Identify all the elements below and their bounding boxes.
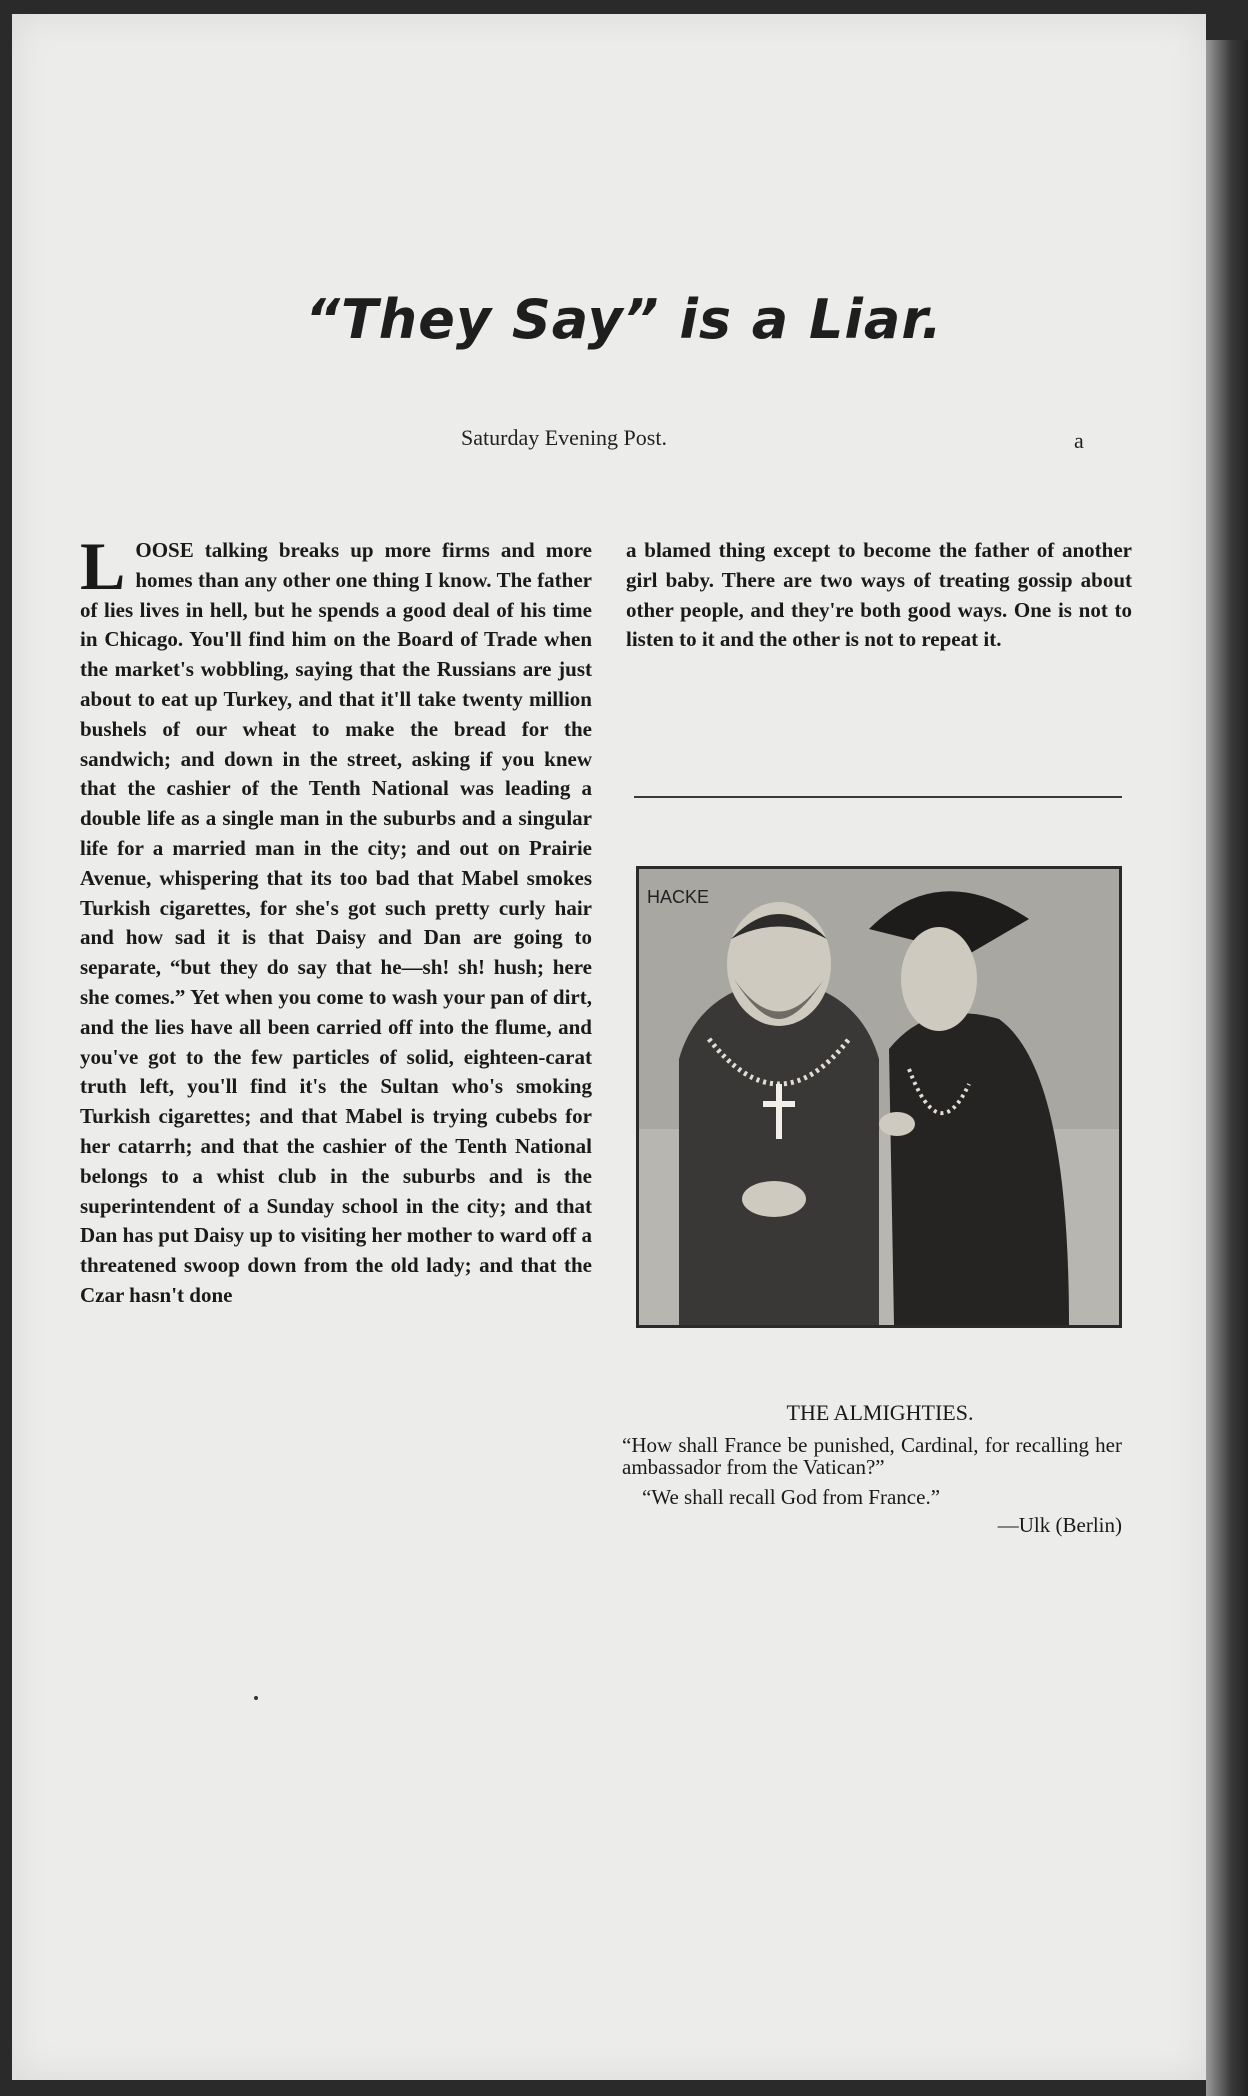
cartoon-caption	[622, 1434, 1122, 1536]
ink-speck	[254, 1696, 258, 1700]
left-column-text: OOSE talking breaks up more firms and more homes than any other one thing I know. The father of lies lives in hell, but he spends a good deal of his time in Chicago. You'll find him on the Board of Trade when the market's wobbling, saying that the Russians are just about to eat up Turkey, and that it'll take twenty million bushels of our wheat to make the bread for the sandwich; and down in the street, asking if you knew that the cashier of the Tenth National was leading a double life as a single man in the suburbs and a singular life for a married man in the city; and out on Prairie Avenue, whispering that its too bad that Mabel smokes Turkish cigarettes, for she's got such pretty curly hair and how sad it is that Daisy and Dan are going to separate, “but they do say that he—sh! sh! hush; here she comes.” Yet when you come to wash your pan of dirt, and the lies have all been carried off into the flume, and you've got to the few particles of solid, eighteen-carat truth left, you'll find it's the Sultan who's smoking Turkish cigarettes; and that Mabel is trying cubebs for her catarrh; and that the cashier of the Tenth National belongs to a whist club in the suburbs and is the superintendent of a Sunday school in the city; and that Dan has put Daisy up to visiting her mother to ward off a threatened swoop down from the old lady; and that the Czar hasn't done	[80, 538, 592, 1307]
caption-question: “How shall France be punished, Cardinal, for recalling her ambassador from the Vatican?”	[622, 1433, 1122, 1479]
page-letter: a	[1074, 428, 1084, 453]
cartoon-caption-title: THE ALMIGHTIES.	[786, 1400, 974, 1425]
cartoon-drawing	[639, 869, 1119, 1325]
artist-signature: HACKE	[647, 887, 710, 907]
caption-reply: “We shall recall God from France.”	[642, 1485, 941, 1509]
right-column-text: a blamed thing except to become the father of another girl baby. There are two ways of treating gossip about other people, and they're both good ways. One is not to listen to it and the other is not to repeat it.	[626, 538, 1132, 652]
article-source: Saturday Evening Post.	[461, 425, 667, 450]
divider-rule	[634, 796, 1122, 798]
caption-credit: —Ulk (Berlin)	[997, 1513, 1122, 1537]
article-title: “They Say” is a Liar.	[305, 288, 943, 351]
drop-cap: L	[80, 528, 126, 604]
left-column	[80, 528, 592, 1311]
cartoon-illustration	[636, 866, 1122, 1328]
